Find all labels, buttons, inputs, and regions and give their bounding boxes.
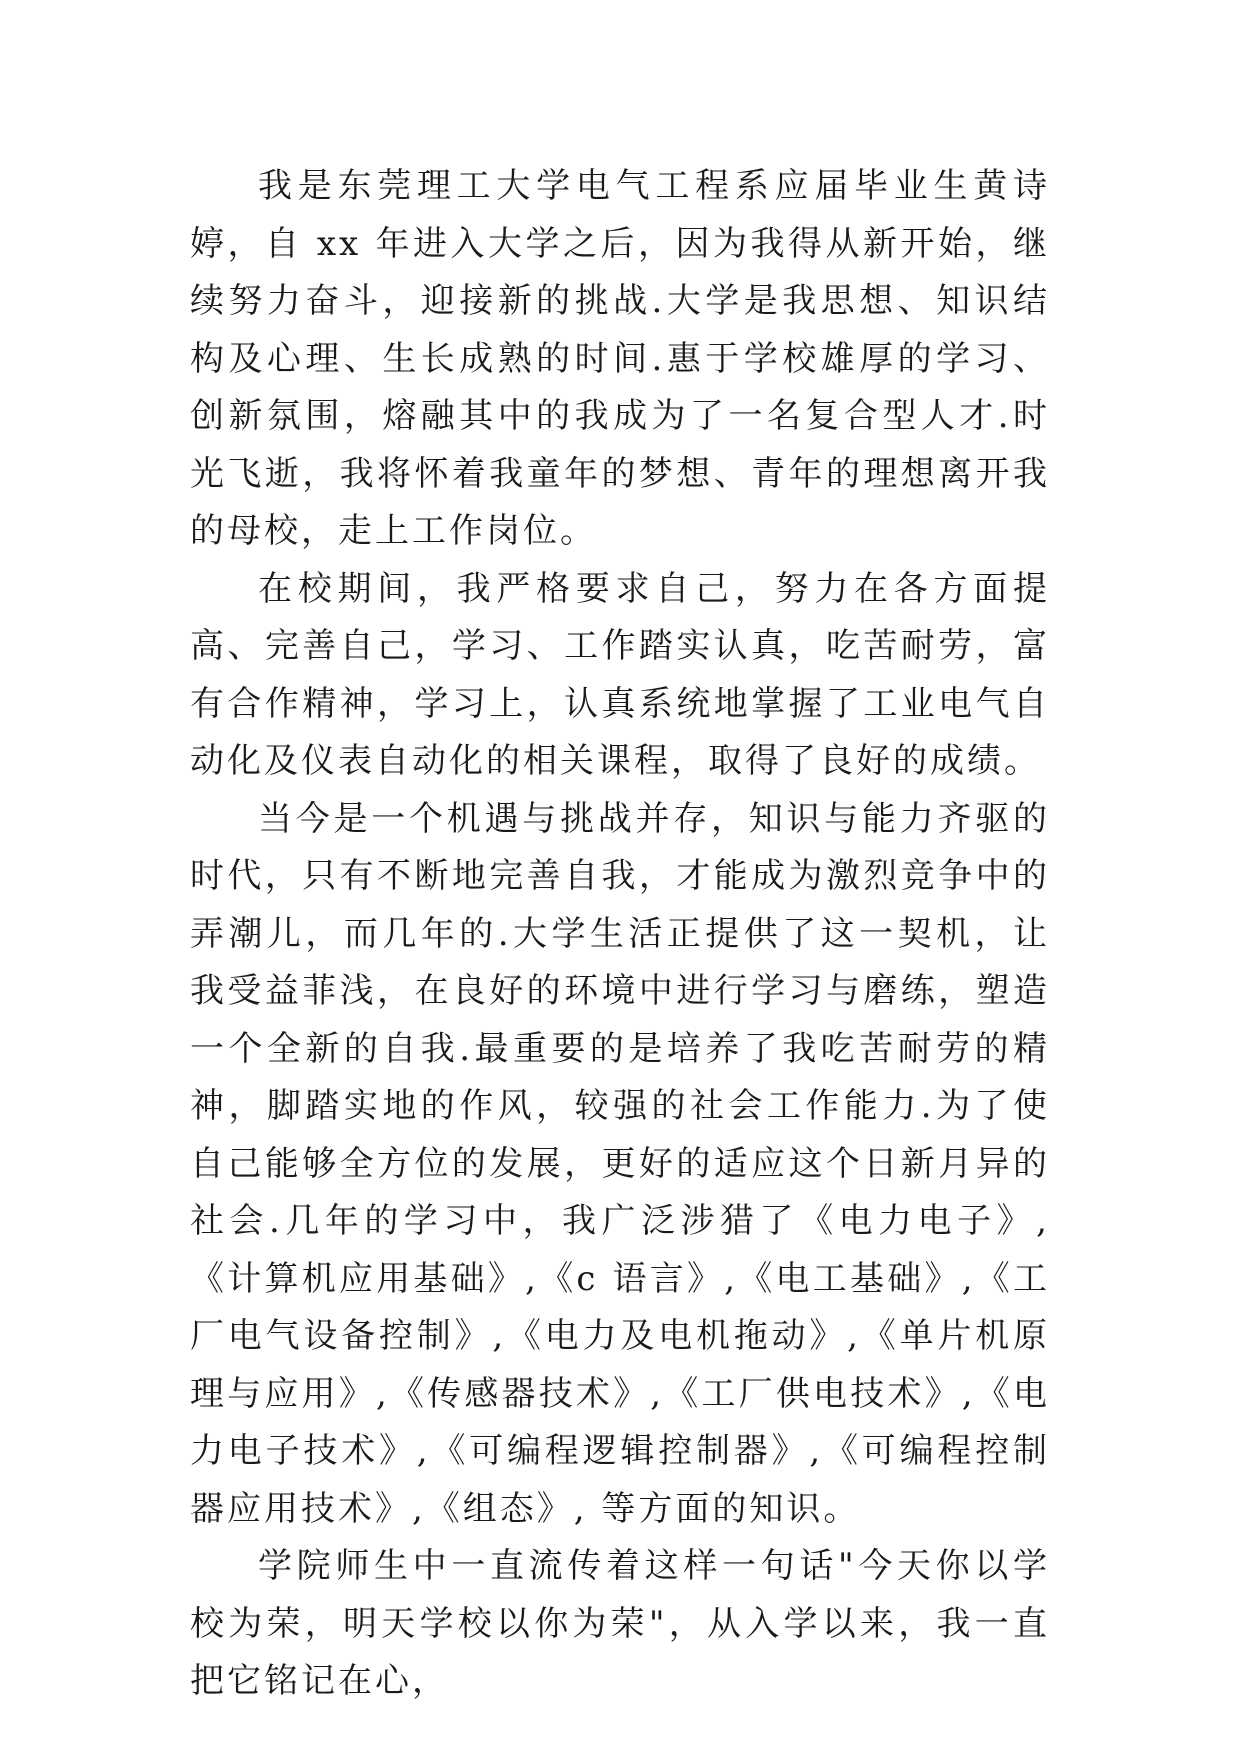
paragraph-motto: 学院师生中一直流传着这样一句话"今天你以学校为荣，明天学校以你为荣"，从入学以来，我一直把它铭记在心，: [190, 1546, 1050, 1701]
paragraph-courses: 当今是一个机遇与挑战并存，知识与能力齐驱的时代，只有不断地完善自我，才能成为激烈竞争中的弄潮儿，而几年的.大学生活正提供了这一契机，让我受益菲浅，在良好的环境中进行学习与磨练，塑造一个全新的自我.最重要的是培养了我吃苦耐劳的精神，脚踏实地的作风，较强的社会工作能力.为了使自己能够全方位的发展，更好的适应这个日新月异的社会.几年的学习中，我广泛涉猎了《电力电子》,《计算机应用基础》,《c 语言》,《电工基础》,《工厂电气设备控制》,《电力及电机拖动》,《单片机原理与应用》,《传感器技术》,《工厂供电技术》,《电力电子技术》,《可编程逻辑控制器》,《可编程控制器应用技术》,《组态》, 等方面的知识。: [190, 798, 1050, 1529]
document-body: [190, 158, 1050, 1711]
paragraph-intro: 我是东莞理工大学电气工程系应届毕业生黄诗婷，自 xx 年进入大学之后，因为我得从新开始，继续努力奋斗，迎接新的挑战.大学是我思想、知识结构及心理、生长成熟的时间.惠于学校雄厚的学习、创新氛围，熔融其中的我成为了一名复合型人才.时光飞逝，我将怀着我童年的梦想、青年的理想离开我的母校，走上工作岗位。: [190, 166, 1050, 551]
paragraph-school-period: 在校期间，我严格要求自己，努力在各方面提高、完善自己，学习、工作踏实认真，吃苦耐劳，富有合作精神，学习上，认真系统地掌握了工业电气自动化及仪表自动化的相关课程，取得了良好的成绩。: [190, 568, 1050, 781]
